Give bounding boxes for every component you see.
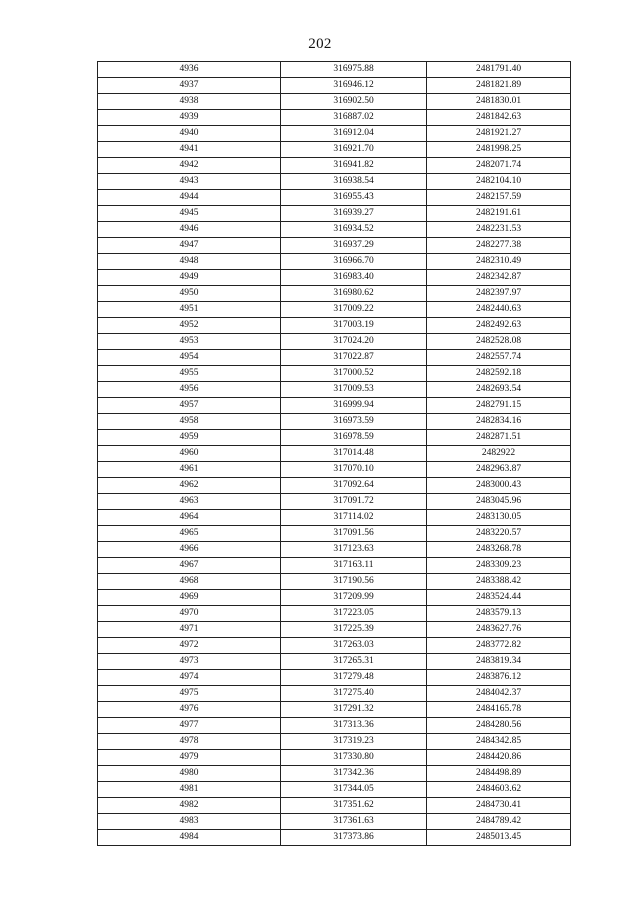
y-coordinate-cell: 2483388.42 <box>427 574 571 590</box>
y-coordinate-cell: 2481921.27 <box>427 126 571 142</box>
table-row <box>98 526 571 542</box>
table-row <box>98 206 571 222</box>
table-row <box>98 814 571 830</box>
point-number-cell: 4975 <box>98 686 281 702</box>
page-number: 202 <box>308 36 332 52</box>
x-coordinate-cell: 316887.02 <box>281 110 427 126</box>
table-row <box>98 558 571 574</box>
y-coordinate-cell: 2483268.78 <box>427 542 571 558</box>
table-row <box>98 414 571 430</box>
table-row <box>98 446 571 462</box>
x-coordinate-cell: 317209.99 <box>281 590 427 606</box>
y-coordinate-cell: 2482492.63 <box>427 318 571 334</box>
point-number-cell: 4955 <box>98 366 281 382</box>
y-coordinate-cell: 2482397.97 <box>427 286 571 302</box>
point-number-cell: 4938 <box>98 94 281 110</box>
y-coordinate-cell: 2482592.18 <box>427 366 571 382</box>
point-number-cell: 4965 <box>98 526 281 542</box>
point-number-cell: 4953 <box>98 334 281 350</box>
table-row <box>98 350 571 366</box>
table-row <box>98 382 571 398</box>
x-coordinate-cell: 317022.87 <box>281 350 427 366</box>
y-coordinate-cell: 2483130.05 <box>427 510 571 526</box>
x-coordinate-cell: 317009.22 <box>281 302 427 318</box>
point-number-cell: 4948 <box>98 254 281 270</box>
y-coordinate-cell: 2482310.49 <box>427 254 571 270</box>
point-number-cell: 4961 <box>98 462 281 478</box>
point-number-cell: 4976 <box>98 702 281 718</box>
table-row <box>98 798 571 814</box>
x-coordinate-cell: 317342.36 <box>281 766 427 782</box>
y-coordinate-cell: 2483772.82 <box>427 638 571 654</box>
table-row <box>98 302 571 318</box>
y-coordinate-cell: 2482277.38 <box>427 238 571 254</box>
table-row <box>98 606 571 622</box>
x-coordinate-cell: 317225.39 <box>281 622 427 638</box>
x-coordinate-cell: 317344.05 <box>281 782 427 798</box>
table-row <box>98 622 571 638</box>
x-coordinate-cell: 316939.27 <box>281 206 427 222</box>
y-coordinate-cell: 2483045.96 <box>427 494 571 510</box>
x-coordinate-cell: 317091.56 <box>281 526 427 542</box>
x-coordinate-cell: 317373.86 <box>281 830 427 846</box>
table-row <box>98 654 571 670</box>
x-coordinate-cell: 317070.10 <box>281 462 427 478</box>
table-row <box>98 462 571 478</box>
y-coordinate-cell: 2485013.45 <box>427 830 571 846</box>
point-number-cell: 4952 <box>98 318 281 334</box>
x-coordinate-cell: 317291.32 <box>281 702 427 718</box>
point-number-cell: 4983 <box>98 814 281 830</box>
point-number-cell: 4958 <box>98 414 281 430</box>
y-coordinate-cell: 2484342.85 <box>427 734 571 750</box>
x-coordinate-cell: 316921.70 <box>281 142 427 158</box>
table-row <box>98 398 571 414</box>
x-coordinate-cell: 317330.80 <box>281 750 427 766</box>
y-coordinate-cell: 2483876.12 <box>427 670 571 686</box>
x-coordinate-cell: 316946.12 <box>281 78 427 94</box>
point-number-cell: 4950 <box>98 286 281 302</box>
y-coordinate-cell: 2484730.41 <box>427 798 571 814</box>
x-coordinate-cell: 317319.23 <box>281 734 427 750</box>
x-coordinate-cell: 316938.54 <box>281 174 427 190</box>
y-coordinate-cell: 2482557.74 <box>427 350 571 366</box>
y-coordinate-cell: 2481821.89 <box>427 78 571 94</box>
y-coordinate-cell: 2482071.74 <box>427 158 571 174</box>
x-coordinate-cell: 316973.59 <box>281 414 427 430</box>
table-row <box>98 174 571 190</box>
point-number-cell: 4946 <box>98 222 281 238</box>
y-coordinate-cell: 2482963.87 <box>427 462 571 478</box>
x-coordinate-cell: 317123.63 <box>281 542 427 558</box>
y-coordinate-cell: 2482528.08 <box>427 334 571 350</box>
point-number-cell: 4954 <box>98 350 281 366</box>
point-number-cell: 4942 <box>98 158 281 174</box>
y-coordinate-cell: 2482693.54 <box>427 382 571 398</box>
x-coordinate-cell: 317265.31 <box>281 654 427 670</box>
point-number-cell: 4973 <box>98 654 281 670</box>
point-number-cell: 4968 <box>98 574 281 590</box>
table-row <box>98 430 571 446</box>
y-coordinate-cell: 2482104.10 <box>427 174 571 190</box>
x-coordinate-cell: 317009.53 <box>281 382 427 398</box>
x-coordinate-cell: 317091.72 <box>281 494 427 510</box>
table-row <box>98 782 571 798</box>
point-number-cell: 4978 <box>98 734 281 750</box>
y-coordinate-cell: 2482834.16 <box>427 414 571 430</box>
y-coordinate-cell: 2482440.63 <box>427 302 571 318</box>
table-row <box>98 190 571 206</box>
table-row <box>98 670 571 686</box>
y-coordinate-cell: 2484603.62 <box>427 782 571 798</box>
point-number-cell: 4972 <box>98 638 281 654</box>
table-row <box>98 478 571 494</box>
y-coordinate-cell: 2483579.13 <box>427 606 571 622</box>
table-row <box>98 334 571 350</box>
y-coordinate-cell: 2481998.25 <box>427 142 571 158</box>
y-coordinate-cell: 2482922 <box>427 446 571 462</box>
y-coordinate-cell: 2484042.37 <box>427 686 571 702</box>
y-coordinate-cell: 2483220.57 <box>427 526 571 542</box>
y-coordinate-cell: 2481830.01 <box>427 94 571 110</box>
point-number-cell: 4963 <box>98 494 281 510</box>
y-coordinate-cell: 2483819.34 <box>427 654 571 670</box>
y-coordinate-cell: 2484165.78 <box>427 702 571 718</box>
table-row <box>98 286 571 302</box>
x-coordinate-cell: 316937.29 <box>281 238 427 254</box>
table-row <box>98 238 571 254</box>
point-number-cell: 4960 <box>98 446 281 462</box>
point-number-cell: 4936 <box>98 62 281 78</box>
point-number-cell: 4944 <box>98 190 281 206</box>
x-coordinate-cell: 316902.50 <box>281 94 427 110</box>
table-row <box>98 542 571 558</box>
point-number-cell: 4956 <box>98 382 281 398</box>
y-coordinate-cell: 2482191.61 <box>427 206 571 222</box>
x-coordinate-cell: 317351.62 <box>281 798 427 814</box>
x-coordinate-cell: 316983.40 <box>281 270 427 286</box>
table-row <box>98 494 571 510</box>
point-number-cell: 4970 <box>98 606 281 622</box>
y-coordinate-cell: 2482871.51 <box>427 430 571 446</box>
point-number-cell: 4964 <box>98 510 281 526</box>
y-coordinate-cell: 2484498.89 <box>427 766 571 782</box>
x-coordinate-cell: 317000.52 <box>281 366 427 382</box>
point-number-cell: 4980 <box>98 766 281 782</box>
table-row <box>98 766 571 782</box>
table-row <box>98 718 571 734</box>
coordinates-table <box>97 61 571 846</box>
x-coordinate-cell: 317263.03 <box>281 638 427 654</box>
table-row <box>98 318 571 334</box>
x-coordinate-cell: 317361.63 <box>281 814 427 830</box>
point-number-cell: 4941 <box>98 142 281 158</box>
point-number-cell: 4940 <box>98 126 281 142</box>
x-coordinate-cell: 317163.11 <box>281 558 427 574</box>
point-number-cell: 4937 <box>98 78 281 94</box>
x-coordinate-cell: 317275.40 <box>281 686 427 702</box>
table-row <box>98 686 571 702</box>
table-row <box>98 638 571 654</box>
y-coordinate-cell: 2483627.76 <box>427 622 571 638</box>
table-row <box>98 158 571 174</box>
point-number-cell: 4951 <box>98 302 281 318</box>
y-coordinate-cell: 2484420.86 <box>427 750 571 766</box>
point-number-cell: 4945 <box>98 206 281 222</box>
y-coordinate-cell: 2482231.53 <box>427 222 571 238</box>
y-coordinate-cell: 2484789.42 <box>427 814 571 830</box>
point-number-cell: 4957 <box>98 398 281 414</box>
y-coordinate-cell: 2481842.63 <box>427 110 571 126</box>
table-row <box>98 830 571 846</box>
x-coordinate-cell: 316941.82 <box>281 158 427 174</box>
point-number-cell: 4984 <box>98 830 281 846</box>
point-number-cell: 4959 <box>98 430 281 446</box>
point-number-cell: 4977 <box>98 718 281 734</box>
point-number-cell: 4967 <box>98 558 281 574</box>
point-number-cell: 4969 <box>98 590 281 606</box>
y-coordinate-cell: 2482157.59 <box>427 190 571 206</box>
x-coordinate-cell: 316975.88 <box>281 62 427 78</box>
point-number-cell: 4979 <box>98 750 281 766</box>
table-row <box>98 750 571 766</box>
x-coordinate-cell: 317114.02 <box>281 510 427 526</box>
point-number-cell: 4966 <box>98 542 281 558</box>
point-number-cell: 4943 <box>98 174 281 190</box>
table-row <box>98 110 571 126</box>
x-coordinate-cell: 317223.05 <box>281 606 427 622</box>
x-coordinate-cell: 316955.43 <box>281 190 427 206</box>
y-coordinate-cell: 2484280.56 <box>427 718 571 734</box>
table-row <box>98 62 571 78</box>
y-coordinate-cell: 2481791.40 <box>427 62 571 78</box>
table-row <box>98 270 571 286</box>
table-row <box>98 734 571 750</box>
table-row <box>98 590 571 606</box>
table-row <box>98 142 571 158</box>
table-row <box>98 254 571 270</box>
y-coordinate-cell: 2482791.15 <box>427 398 571 414</box>
x-coordinate-cell: 317014.48 <box>281 446 427 462</box>
x-coordinate-cell: 317190.56 <box>281 574 427 590</box>
x-coordinate-cell: 317313.36 <box>281 718 427 734</box>
x-coordinate-cell: 317092.64 <box>281 478 427 494</box>
x-coordinate-cell: 316966.70 <box>281 254 427 270</box>
table-row <box>98 126 571 142</box>
x-coordinate-cell: 316999.94 <box>281 398 427 414</box>
point-number-cell: 4982 <box>98 798 281 814</box>
y-coordinate-cell: 2483000.43 <box>427 478 571 494</box>
y-coordinate-cell: 2483524.44 <box>427 590 571 606</box>
x-coordinate-cell: 317279.48 <box>281 670 427 686</box>
y-coordinate-cell: 2483309.23 <box>427 558 571 574</box>
point-number-cell: 4939 <box>98 110 281 126</box>
table-row <box>98 78 571 94</box>
coordinates-table-body <box>98 62 571 846</box>
x-coordinate-cell: 316934.52 <box>281 222 427 238</box>
table-row <box>98 510 571 526</box>
point-number-cell: 4974 <box>98 670 281 686</box>
point-number-cell: 4949 <box>98 270 281 286</box>
point-number-cell: 4981 <box>98 782 281 798</box>
x-coordinate-cell: 317003.19 <box>281 318 427 334</box>
x-coordinate-cell: 317024.20 <box>281 334 427 350</box>
point-number-cell: 4971 <box>98 622 281 638</box>
point-number-cell: 4962 <box>98 478 281 494</box>
table-row <box>98 94 571 110</box>
table-row <box>98 366 571 382</box>
y-coordinate-cell: 2482342.87 <box>427 270 571 286</box>
x-coordinate-cell: 316978.59 <box>281 430 427 446</box>
point-number-cell: 4947 <box>98 238 281 254</box>
x-coordinate-cell: 316912.04 <box>281 126 427 142</box>
table-row <box>98 222 571 238</box>
table-row <box>98 574 571 590</box>
table-row <box>98 702 571 718</box>
x-coordinate-cell: 316980.62 <box>281 286 427 302</box>
